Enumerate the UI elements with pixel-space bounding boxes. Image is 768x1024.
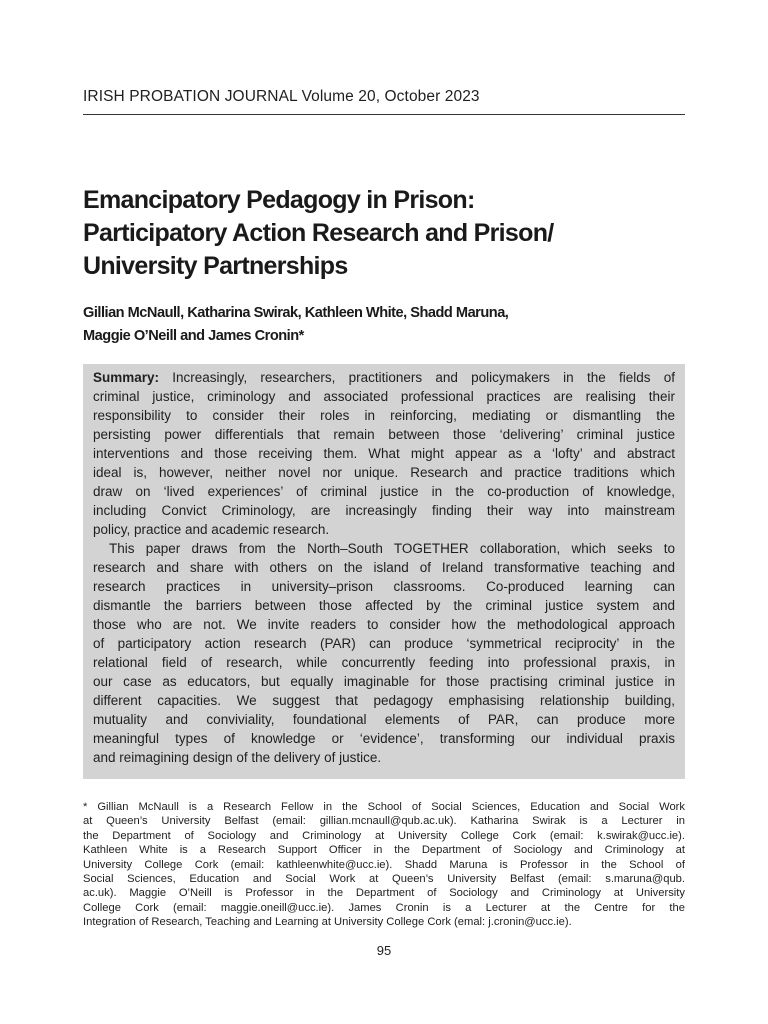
summary-box	[83, 364, 685, 779]
summary-line: persisting power differentials that remain between those ‘delivering’ criminal justice	[93, 427, 675, 442]
summary-line: including Convict Criminology, are increasingly finding their way into mainstream	[93, 503, 675, 518]
article-title	[83, 184, 685, 283]
author-line: Maggie O’Neill and James Cronin*	[83, 328, 304, 344]
summary-line: and reimagining design of the delivery of justice.	[93, 750, 382, 765]
summary-line: of participatory action research (PAR) can produce ‘symmetrical reciprocity’ in the	[93, 636, 675, 651]
title-line: Participatory Action Research and Prison/	[83, 219, 554, 247]
page-number: 95	[376, 943, 392, 958]
summary-line: policy, practice and academic research.	[93, 522, 330, 537]
summary-line: responsibility to consider their roles in reinforcing, mediating or dismantling the	[93, 408, 675, 423]
summary-text: Increasingly, researchers, practitioners and policymakers in the fields of	[159, 370, 675, 385]
summary-line: research practices in university–prison classrooms. Co-produced learning can	[93, 579, 675, 594]
footnote-line: Social Sciences, Education and Social Work at Queen’s University Belfast (email: s.maruna@qub.	[83, 872, 685, 885]
author-footnote	[83, 800, 685, 930]
summary-line: ideal is, however, neither novel nor unique. Research and practice traditions which	[93, 465, 675, 480]
summary-line: different capacities. We suggest that pedagogy emphasising relationship building,	[93, 693, 675, 708]
footnote-line: University College Cork (email: kathleenwhite@ucc.ie). Shadd Maruna is Professor in the School of	[83, 858, 685, 871]
footnote-line: Integration of Research, Teaching and Learning at University College Cork (emal: j.cronin@ucc.ie).	[83, 916, 572, 929]
footnote-line: the Department of Sociology and Criminology at University College Cork (email: k.swirak@ucc.ie).	[83, 829, 685, 842]
summary-line: our case as educators, but equally imaginable for those practising criminal justice in	[93, 674, 675, 689]
author-line: Gillian McNaull, Katharina Swirak, Kathleen White, Shadd Maruna,	[83, 305, 509, 321]
header-divider	[83, 114, 685, 115]
summary-label: Summary:	[93, 370, 160, 385]
author-list	[83, 302, 685, 348]
summary-line: research and share with others on the island of Ireland transformative teaching and	[93, 560, 675, 575]
footnote-line: at Queen’s University Belfast (email: gillian.mcnaull@qub.ac.uk). Katharina Swirak is a Lecturer in	[83, 815, 685, 828]
summary-line: criminal justice, criminology and associated professional practices are realising their	[93, 389, 675, 404]
summary-line: mutuality and conviviality, foundational elements of PAR, can produce more	[93, 712, 675, 727]
summary-line: those who are not. We invite readers to consider how the methodological approach	[93, 617, 675, 632]
summary-line: interventions and those receiving them. What might appear as a ‘lofty’ and abstract	[93, 446, 675, 461]
footnote-line: College Cork (email: maggie.oneill@ucc.ie). James Cronin is a Lecturer at the Centre for the	[83, 901, 685, 914]
title-line: University Partnerships	[83, 252, 348, 280]
journal-header: IRISH PROBATION JOURNAL Volume 20, October 2023	[83, 88, 480, 105]
footnote-line: * Gillian McNaull is a Research Fellow in the School of Social Sciences, Education and Social Work	[83, 801, 685, 813]
summary-line: relational field of research, while concurrently feeding into professional praxis, in	[93, 655, 675, 670]
summary-line: This paper draws from the North–South TOGETHER collaboration, which seeks to	[109, 541, 675, 556]
summary-line: meaningful types of knowledge or ‘evidence’, transforming our individual praxis	[93, 731, 675, 746]
summary-line	[93, 368, 675, 387]
footnote-line: Kathleen White is a Research Support Officer in the Department of Sociology and Criminology at	[83, 844, 685, 857]
summary-line: dismantle the barriers between those affected by the criminal justice system and	[93, 598, 675, 613]
summary-line: draw on ‘lived experiences’ of criminal justice in the co-production of knowledge,	[93, 484, 675, 499]
title-line: Emancipatory Pedagogy in Prison:	[83, 186, 475, 214]
footnote-line: ac.uk). Maggie O’Neill is Professor in the Department of Sociology and Criminology at University	[83, 887, 685, 900]
